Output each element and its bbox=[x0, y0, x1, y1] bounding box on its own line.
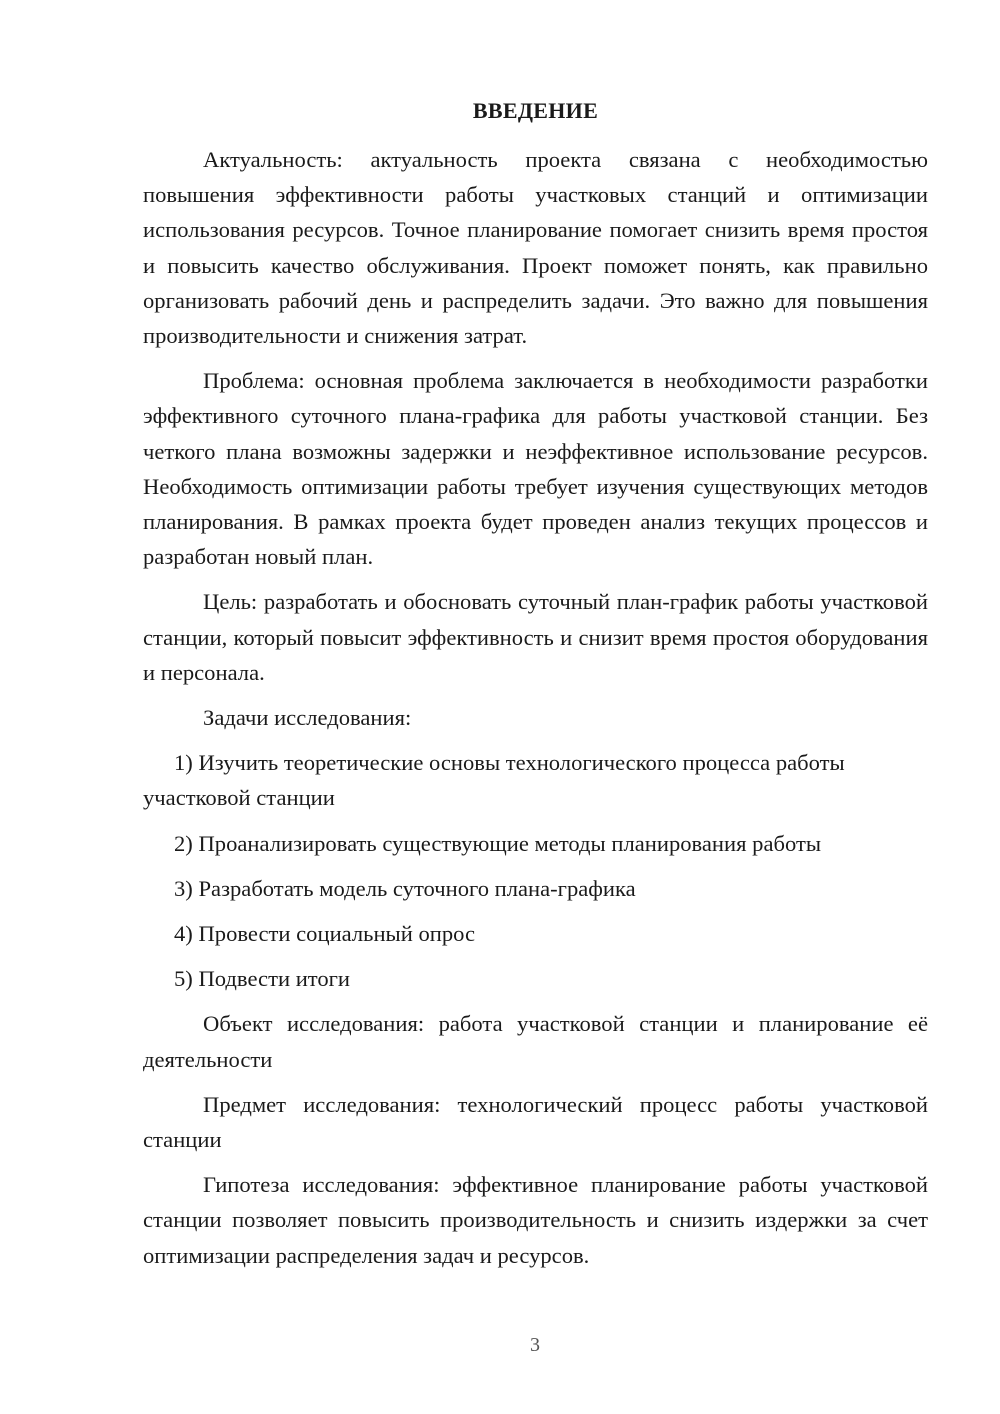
paragraph-relevance: Актуальность: актуальность проекта связана с необходимостью повышения эффективности работы участковых станций и оптимизации использования ресурсов. Точное планирование помогает снизить время простоя и повысить качество обслуживания. Проект поможет понять, как правильно организовать рабочий день и распределить задачи. Это важно для повышения производительности и снижения затрат. bbox=[143, 147, 928, 349]
task-item-5: 5) Подвести итоги bbox=[174, 966, 351, 992]
document-body bbox=[143, 142, 928, 1283]
task-item-3: 3) Разработать модель суточного плана-графика bbox=[174, 875, 636, 901]
tasks-heading: Задачи исследования: bbox=[203, 705, 412, 731]
task-item-1: 1) Изучить теоретические основы технологического процесса работы участковой станции bbox=[143, 750, 845, 811]
paragraph-goal: Цель: разработать и обосновать суточный план-график работы участковой станции, который повысит эффективность и снизит время простоя оборудования и персонала. bbox=[143, 589, 928, 685]
paragraph-hypothesis: Гипотеза исследования: эффективное планирование работы участковой станции позволяет повысить производительность и снизить издержки за счет оптимизации распределения задач и ресурсов. bbox=[143, 1172, 928, 1268]
task-item-4: 4) Провести социальный опрос bbox=[174, 921, 476, 947]
page-number: 3 bbox=[530, 1334, 540, 1356]
task-item-2: 2) Проанализировать существующие методы планирования работы bbox=[174, 830, 822, 856]
paragraph-subject: Предмет исследования: технологический процесс работы участковой станции bbox=[143, 1091, 928, 1153]
section-title: ВВЕДЕНИЕ bbox=[472, 98, 599, 123]
paragraph-object: Объект исследования: работа участковой станции и планирование её деятельности bbox=[143, 1011, 928, 1072]
paragraph-problem: Проблема: основная проблема заключается в необходимости разработки эффективного суточного плана-графика для работы участковой станции. Без четкого плана возможны задержки и неэффективное использование ресурсов. Необходимость оптимизации работы требует изучения существующих методов планирования. В рамках проекта будет проведен анализ текущих процессов и разработан новый план. bbox=[143, 368, 928, 570]
